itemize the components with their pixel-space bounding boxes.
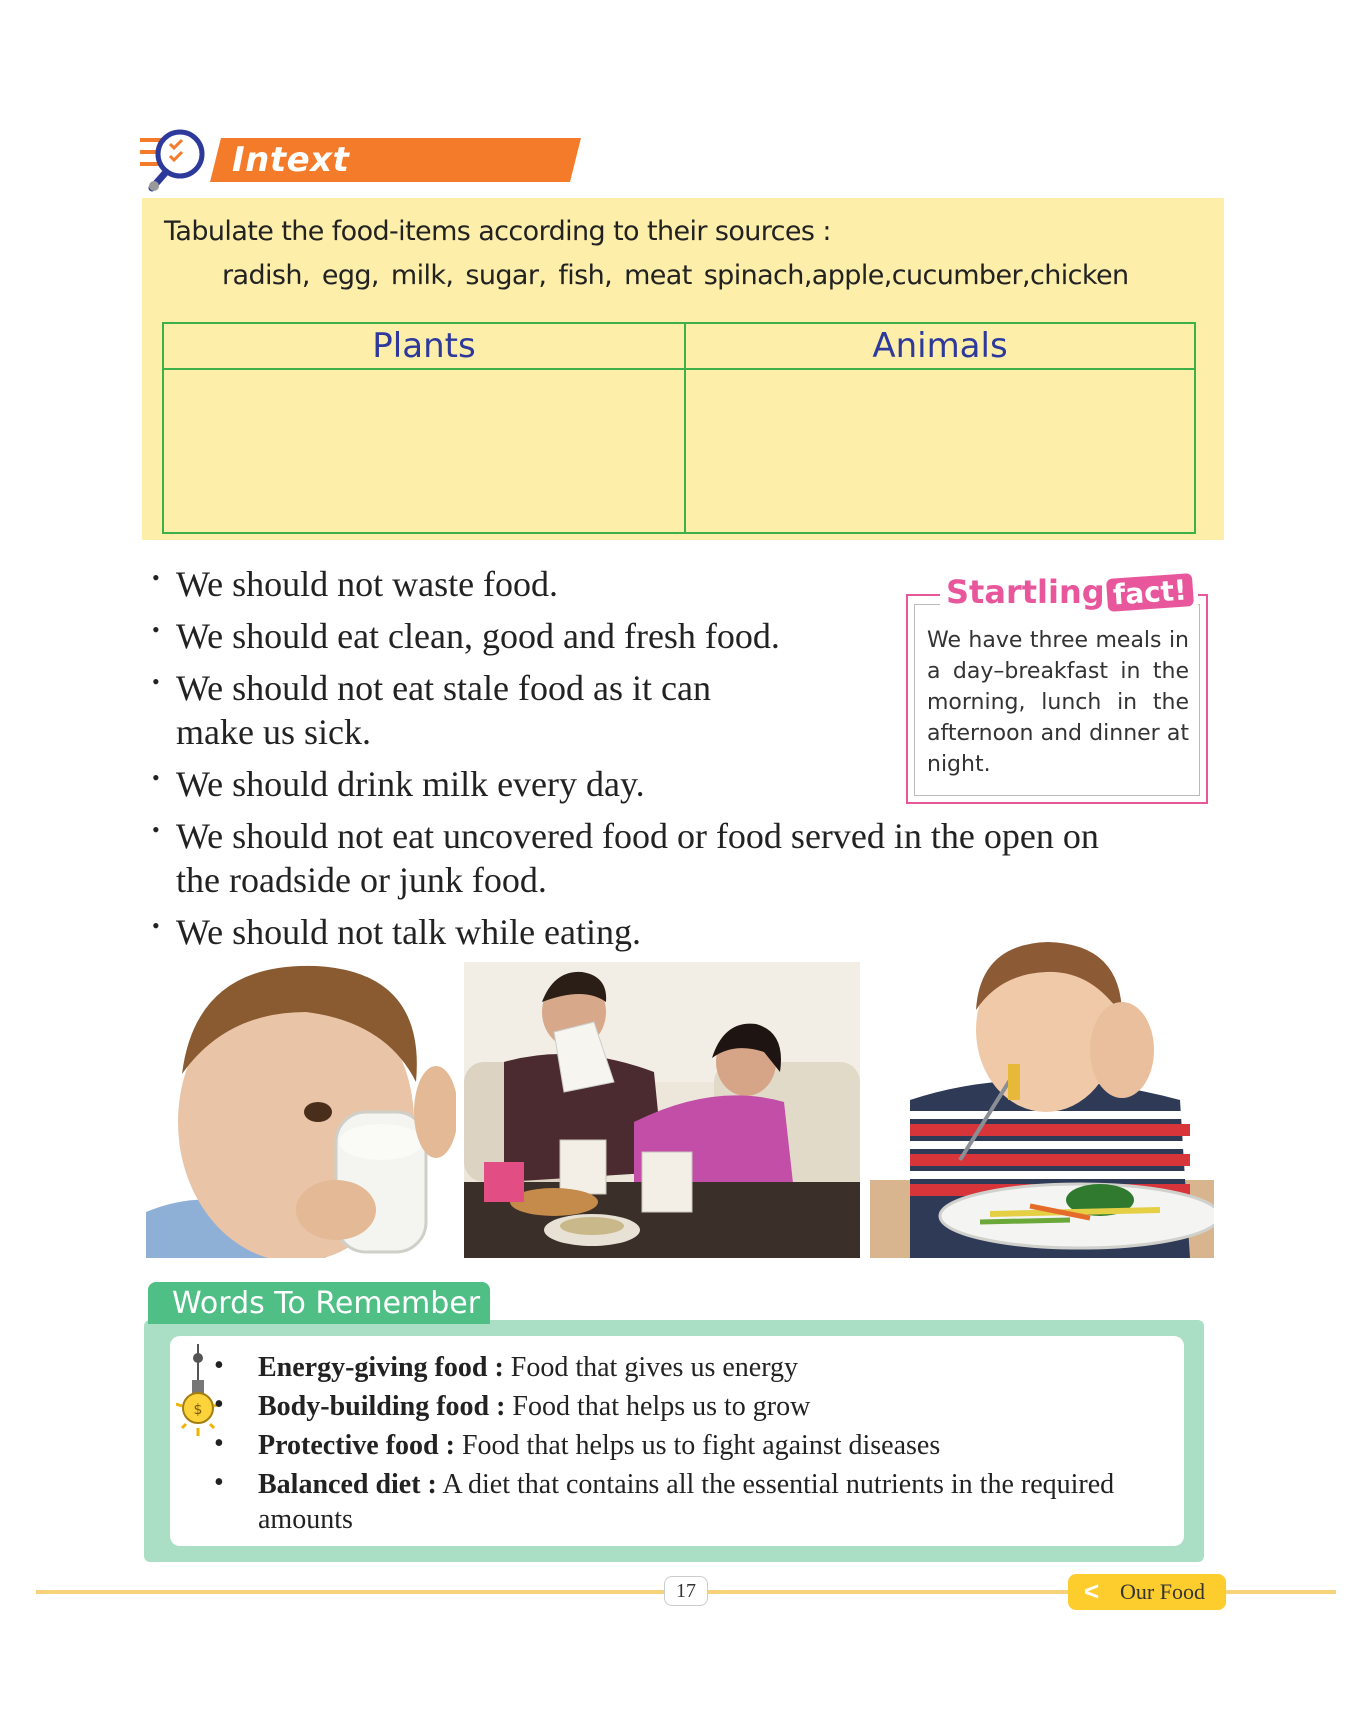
- table-cell-plants[interactable]: [163, 369, 685, 533]
- fact-heading: [940, 570, 1198, 614]
- word-term: Body-building food :: [258, 1391, 506, 1422]
- word-definition: Food that helps us to fight against diseases: [454, 1430, 941, 1461]
- bullet-dot: •: [152, 817, 160, 842]
- word-term: Energy-giving food :: [258, 1352, 504, 1383]
- word-bullet: •: [214, 1428, 224, 1459]
- word-bullet: •: [214, 1350, 224, 1381]
- bullet-dot: •: [152, 765, 160, 790]
- fact-text: We have three meals in a day–breakfast in the morning, lunch in the afternoon and dinner at night.: [927, 628, 1189, 777]
- photo-boy-bored-with-vegetables: [870, 930, 1214, 1258]
- words-to-remember-title: Words To Remember: [172, 1286, 481, 1321]
- section-header: [140, 122, 580, 196]
- word-definition: Food that helps us to grow: [505, 1391, 811, 1422]
- bullet-dot: •: [152, 669, 160, 694]
- word-bullet: •: [214, 1467, 224, 1498]
- table-header-plants: Plants: [163, 323, 685, 369]
- word-term: Protective food :: [258, 1430, 455, 1461]
- words-to-remember-tab: [148, 1282, 490, 1324]
- chevron-left-icon: <: [1084, 1576, 1100, 1606]
- bullet-dot: •: [152, 565, 160, 590]
- word-definition: Food that gives us energy: [503, 1352, 799, 1383]
- chapter-tab[interactable]: [1068, 1574, 1226, 1610]
- assessment-box: [142, 198, 1224, 540]
- fact-title-word2: fact!: [1106, 573, 1194, 612]
- bullet-dot: •: [152, 617, 160, 642]
- table-header-animals: Animals: [685, 323, 1195, 369]
- page-number: 17: [664, 1576, 708, 1606]
- checklist-magnifier-icon: [140, 122, 218, 196]
- words-to-remember-box: [144, 1320, 1204, 1562]
- assessment-food-items: radish, egg, milk, sugar, fish, meat spinach,apple,cucumber,chicken: [222, 260, 1129, 291]
- sources-table: [162, 322, 1196, 534]
- fact-box: [906, 594, 1208, 804]
- assessment-question: Tabulate the food-items according to their sources :: [164, 216, 831, 247]
- photo-children-eating-takeout-food: [464, 962, 860, 1258]
- chapter-name: Our Food: [1120, 1579, 1205, 1604]
- word-term: Balanced diet :: [258, 1469, 437, 1500]
- photo-boy-drinking-milk: [146, 962, 456, 1258]
- table-cell-animals[interactable]: [685, 369, 1195, 533]
- header-title: Intext: [232, 140, 350, 180]
- svg-text:$: $: [193, 1402, 203, 1418]
- word-bullet: •: [214, 1389, 224, 1420]
- fact-inner-frame: [914, 604, 1200, 796]
- word-definition: A diet that contains all the essential nutrients in the required amounts: [258, 1469, 1115, 1535]
- fact-title-word1: Startling: [946, 573, 1105, 611]
- bullet-dot: •: [152, 913, 160, 938]
